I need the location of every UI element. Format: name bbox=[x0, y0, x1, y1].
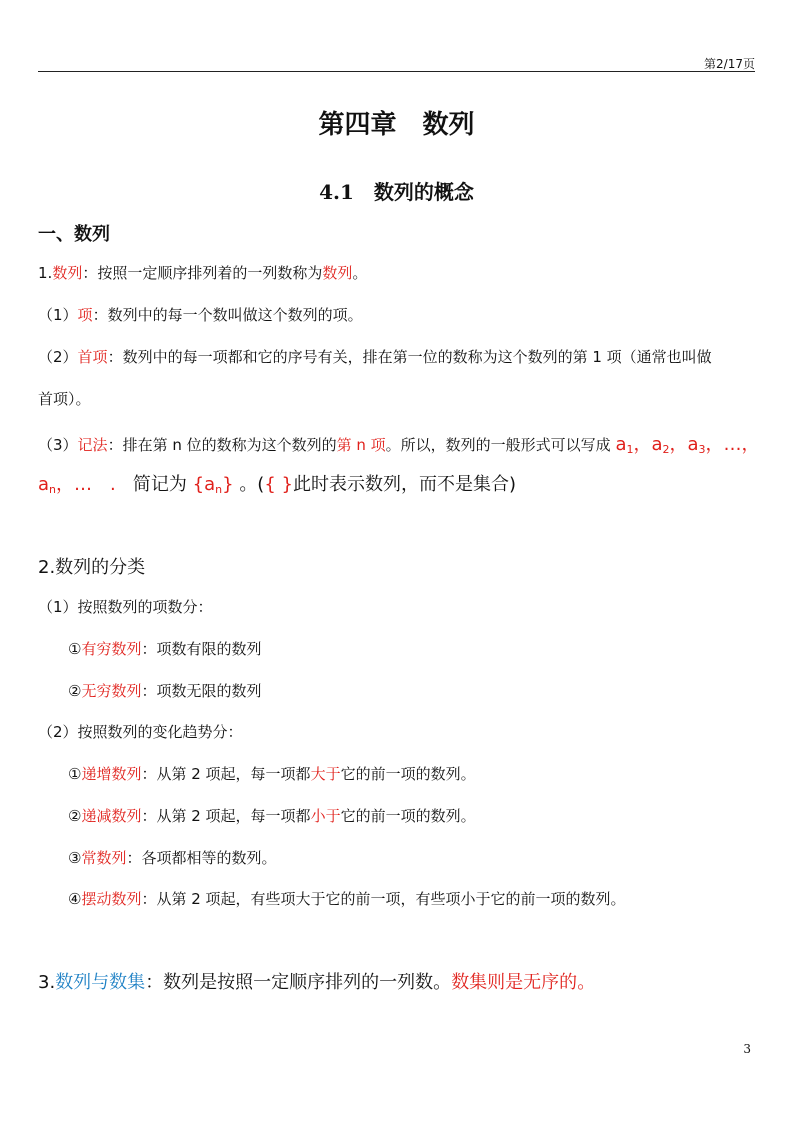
classify-by-count: （1）按照数列的项数分： bbox=[38, 598, 213, 616]
infinite-sequence: ②无穷数列：项数无限的数列 bbox=[68, 682, 262, 700]
definition-term: （1）项：数列中的每一个数叫做这个数列的项。 bbox=[38, 306, 363, 324]
constant-sequence: ③常数列：各项都相等的数列。 bbox=[68, 849, 277, 867]
definition-sequence: 1.数列：按照一定顺序排列着的一列数称为数列。 bbox=[38, 264, 368, 282]
finite-sequence: ①有穷数列：项数有限的数列 bbox=[68, 640, 262, 658]
definition-first-term-cont: 首项）。 bbox=[38, 390, 91, 408]
heading-sequences: 一、数列 bbox=[38, 224, 110, 245]
chapter-title: 第四章 数列 bbox=[318, 110, 475, 140]
increasing-sequence: ①递增数列：从第 2 项起，每一项都大于它的前一项的数列。 bbox=[68, 765, 476, 783]
header-divider bbox=[38, 71, 755, 72]
section-sequence-vs-set: 3.数列与数集：数列是按照一定顺序排列的一列数。数集则是无序的。 bbox=[38, 972, 596, 993]
definition-notation-cont: $a_n$，… . 简记为 $\{a_n\}$ 。({ }此时表示数列，而不是集合) bbox=[38, 474, 517, 496]
page-counter: 第2/17页 bbox=[704, 57, 755, 71]
oscillating-sequence: ④摆动数列：从第 2 项起，有些项大于它的前一项，有些项小于它的前一项的数列。 bbox=[68, 890, 626, 908]
section-title: 4.1 数列的概念 bbox=[319, 180, 474, 204]
definition-first-term: （2）首项：数列中的每一项都和它的序号有关，排在第一位的数称为这个数列的第 1 项（通常也叫做 bbox=[38, 348, 712, 366]
page-number: 3 bbox=[743, 1042, 751, 1056]
classify-by-trend: （2）按照数列的变化趋势分： bbox=[38, 723, 243, 741]
definition-notation: （3）记法：排在第 n 位的数称为这个数列的第 n 项。所以，数列的一般形式可以写成 $a_1$，$a_2$，$a_3$，…， bbox=[38, 434, 760, 456]
section-classification: 2.数列的分类 bbox=[38, 557, 146, 578]
decreasing-sequence: ②递减数列：从第 2 项起，每一项都小于它的前一项的数列。 bbox=[68, 807, 476, 825]
